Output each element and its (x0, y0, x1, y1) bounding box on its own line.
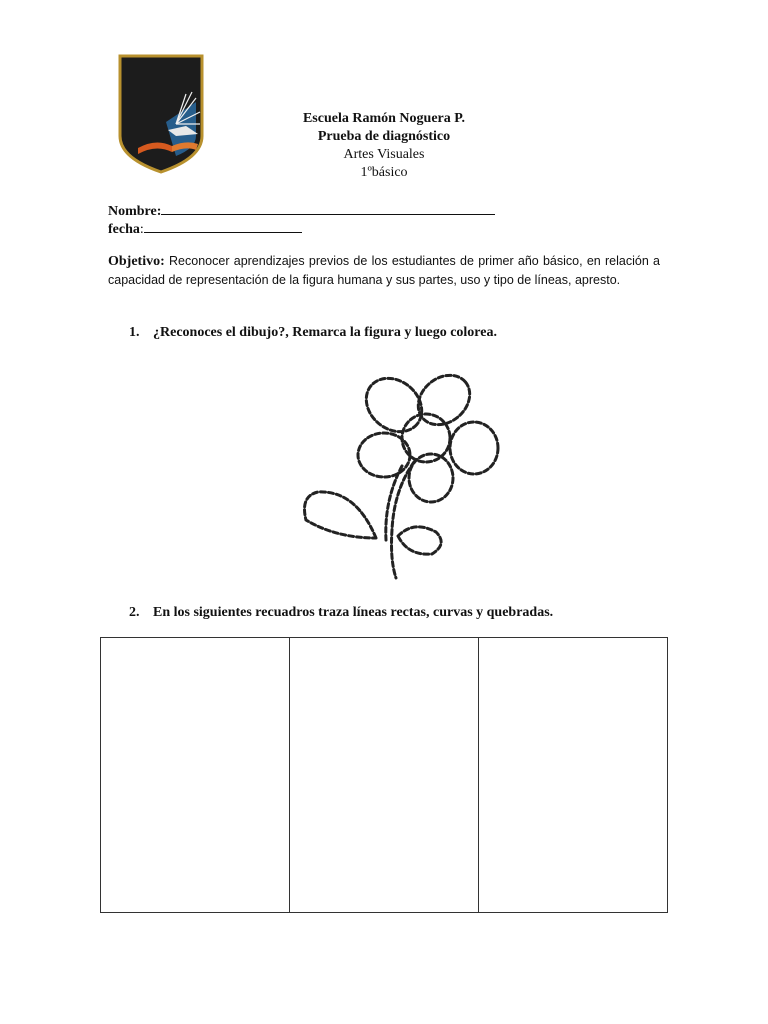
date-line (144, 218, 302, 233)
question-text: ¿Reconoces el dibujo?, Remarca la figura y luego colorea. (153, 325, 497, 340)
objective-text: Reconocer aprendizajes previos de los estudiantes de primer año básico, en relación a capacidad de representación de la figura humana y sus partes, uso y tipo de líneas, apresto. (108, 254, 660, 287)
school-logo (116, 52, 206, 174)
question-number: 2. (129, 605, 140, 620)
drawing-box-zigzag[interactable] (479, 638, 667, 912)
document-header (240, 110, 528, 182)
date-field (108, 218, 302, 238)
test-title: Prueba de diagnóstico (317, 129, 451, 144)
objective-paragraph (108, 252, 660, 289)
question-number: 1. (129, 325, 140, 340)
drawing-boxes (100, 637, 668, 913)
name-field (108, 200, 495, 220)
question-text: En los siguientes recuadros traza líneas rectas, curvas y quebradas. (153, 605, 554, 620)
question-1 (129, 325, 497, 341)
subject: Artes Visuales (343, 147, 425, 162)
question-2 (129, 605, 553, 621)
drawing-box-curved[interactable] (290, 638, 479, 912)
date-colon: : (139, 222, 144, 237)
flower-drawing (296, 360, 508, 588)
name-label: Nombre: (108, 204, 162, 219)
school-name: Escuela Ramón Noguera P. (302, 111, 466, 126)
objective-label: Objetivo: (108, 254, 165, 269)
drawing-box-straight[interactable] (101, 638, 290, 912)
dashed-flower-icon (296, 360, 508, 588)
date-label: fecha (108, 222, 140, 237)
school-crest-icon (116, 52, 206, 174)
name-line (161, 200, 495, 215)
grade: 1ºbásico (360, 165, 408, 180)
